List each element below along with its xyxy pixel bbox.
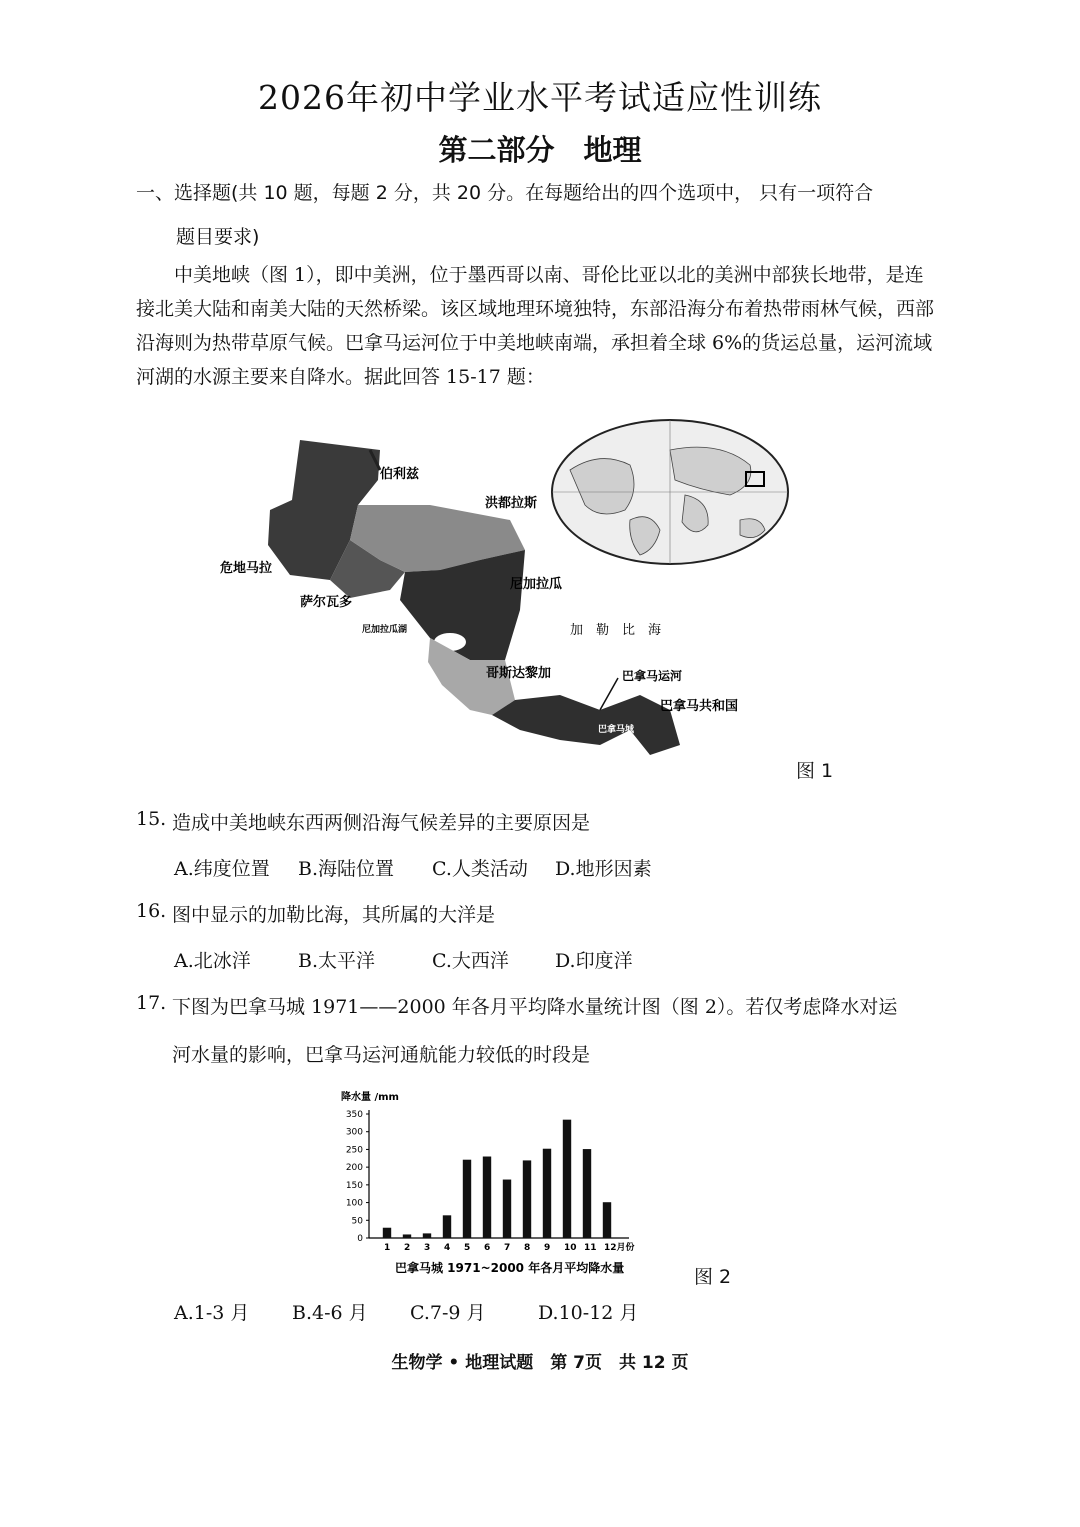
chart-ytick-label: 100: [345, 1198, 363, 1209]
q16-option-b[interactable]: B.太平洋: [298, 950, 376, 972]
chart-xtick-label: 1: [384, 1243, 391, 1253]
chart-ylabel: 降水量 /mm: [341, 1092, 399, 1103]
chart-bar-month-6: [483, 1157, 491, 1238]
figure-1-caption: 图 1: [796, 760, 834, 782]
label-belize: 伯利兹: [380, 467, 420, 482]
passage: [136, 258, 936, 394]
q16-option-c[interactable]: C.大西洋: [432, 950, 509, 972]
q15-option-a[interactable]: A.纬度位置: [174, 858, 270, 880]
label-costa-rica: 哥斯达黎加: [486, 666, 552, 681]
label-el-salvador: 萨尔瓦多: [300, 595, 353, 610]
label-honduras: 洪都拉斯: [485, 496, 538, 511]
label-caribbean-sea: 加 勒 比 海: [570, 623, 662, 638]
page-footer: 生物学 • 地理试题 第 7页 共 12 页: [391, 1353, 689, 1373]
panama-shape: [492, 695, 680, 755]
label-panama-city: 巴拿马城: [598, 725, 635, 735]
chart-bar-month-8: [523, 1160, 531, 1238]
chart-xtick-label: 10: [564, 1243, 577, 1253]
chart-xtick-label: 5: [464, 1243, 471, 1253]
section-heading-cont: 题目要求): [176, 226, 260, 248]
world-inset-map: [552, 420, 788, 564]
chart-bar-month-11: [583, 1149, 591, 1238]
q17-option-a[interactable]: A.1-3 月: [174, 1302, 250, 1324]
exam-title: 2026年初中学业水平考试适应性训练: [258, 78, 822, 117]
label-lake-nicaragua: 尼加拉瓜湖: [362, 625, 408, 635]
chart-bar-month-1: [383, 1228, 391, 1238]
q17-option-d[interactable]: D.10-12 月: [538, 1302, 639, 1324]
chart-bar-month-12: [603, 1202, 611, 1238]
chart-xtick-label: 11: [584, 1243, 597, 1253]
section-heading: 一、选择题(共 10 题，每题 2 分，共 20 分。在每题给出的四个选项中， 只有一项符合: [136, 182, 874, 204]
label-nicaragua: 尼加拉瓜: [510, 577, 563, 592]
chart-title: 巴拿马城 1971~2000 年各月平均降水量: [395, 1261, 625, 1275]
q17-option-b[interactable]: B.4-6 月: [292, 1302, 368, 1324]
chart-xtick-label: 3: [424, 1243, 431, 1253]
q15-option-b[interactable]: B.海陆位置: [298, 858, 395, 880]
chart-bar-month-2: [403, 1234, 411, 1238]
chart-bar-month-5: [463, 1160, 471, 1238]
label-panama-canal: 巴拿马运河: [622, 669, 683, 683]
chart-ytick-label: 350: [345, 1110, 363, 1120]
q15-option-d[interactable]: D.地形因素: [555, 858, 652, 880]
precipitation-chart: [325, 1086, 675, 1281]
chart-xtick-label: 12月份: [604, 1243, 635, 1253]
q15-option-c[interactable]: C.人类活动: [432, 858, 528, 880]
chart-xtick-label: 9: [544, 1243, 551, 1253]
chart-bar-month-9: [543, 1149, 551, 1238]
chart-xtick-label: 7: [504, 1243, 511, 1253]
chart-bars: [383, 1120, 611, 1238]
question-17-number: 17.: [136, 992, 167, 1014]
chart-ytick-label: 0: [357, 1234, 363, 1244]
chart-ytick-label: 250: [345, 1145, 363, 1156]
label-panama-republic: 巴拿马共和国: [660, 699, 739, 714]
chart-bar-month-4: [443, 1215, 451, 1238]
question-15-text: 造成中美地峡东西两侧沿海气候差异的主要原因是: [172, 812, 591, 834]
question-17-text-cont: 河水量的影响，巴拿马运河通航能力较低的时段是: [172, 1044, 591, 1066]
q17-option-c[interactable]: C.7-9 月: [410, 1302, 486, 1324]
passage-text: 中美地峡（图 1），即中美洲，位于墨西哥以南、哥伦比亚以北的美洲中部狭长地带，是连接北美大陆和南美大陆的天然桥梁。该区域地理环境独特，东部沿海分布着热带雨林气候，西部沿海则为热带草原气候。巴拿马运河位于中美地峡南端，承担着全球 6%的货运总量，运河流域河湖的水源主要来自降水。据此回答 15-17 题：: [136, 264, 935, 388]
q16-option-d[interactable]: D.印度洋: [555, 950, 633, 972]
question-17-text: 下图为巴拿马城 1971——2000 年各月平均降水量统计图（图 2）。若仅考虑降水对运: [172, 996, 898, 1018]
chart-ytick-label: 150: [345, 1180, 363, 1191]
chart-ytick-label: 300: [345, 1127, 363, 1138]
chart-ytick-label: 200: [345, 1163, 363, 1174]
chart-bar-month-3: [423, 1233, 431, 1238]
chart-bar-month-10: [563, 1120, 571, 1238]
chart-xtick-label: 2: [404, 1243, 411, 1253]
question-15-number: 15.: [136, 808, 167, 830]
chart-xtick-label: 6: [484, 1243, 491, 1253]
question-16-number: 16.: [136, 900, 167, 922]
part-title: 第二部分 地理: [438, 133, 642, 167]
question-16-text: 图中显示的加勒比海，其所属的大洋是: [172, 904, 496, 926]
chart-ytick-label: 50: [351, 1216, 363, 1227]
q16-option-a[interactable]: A.北冰洋: [174, 950, 251, 972]
label-guatemala: 危地马拉: [220, 561, 273, 576]
chart-xtick-label: 4: [444, 1243, 451, 1253]
chart-bar-month-7: [503, 1180, 511, 1238]
figure-2-caption: 图 2: [694, 1266, 732, 1288]
central-america-map: [220, 410, 850, 790]
chart-xtick-label: 8: [524, 1243, 531, 1253]
